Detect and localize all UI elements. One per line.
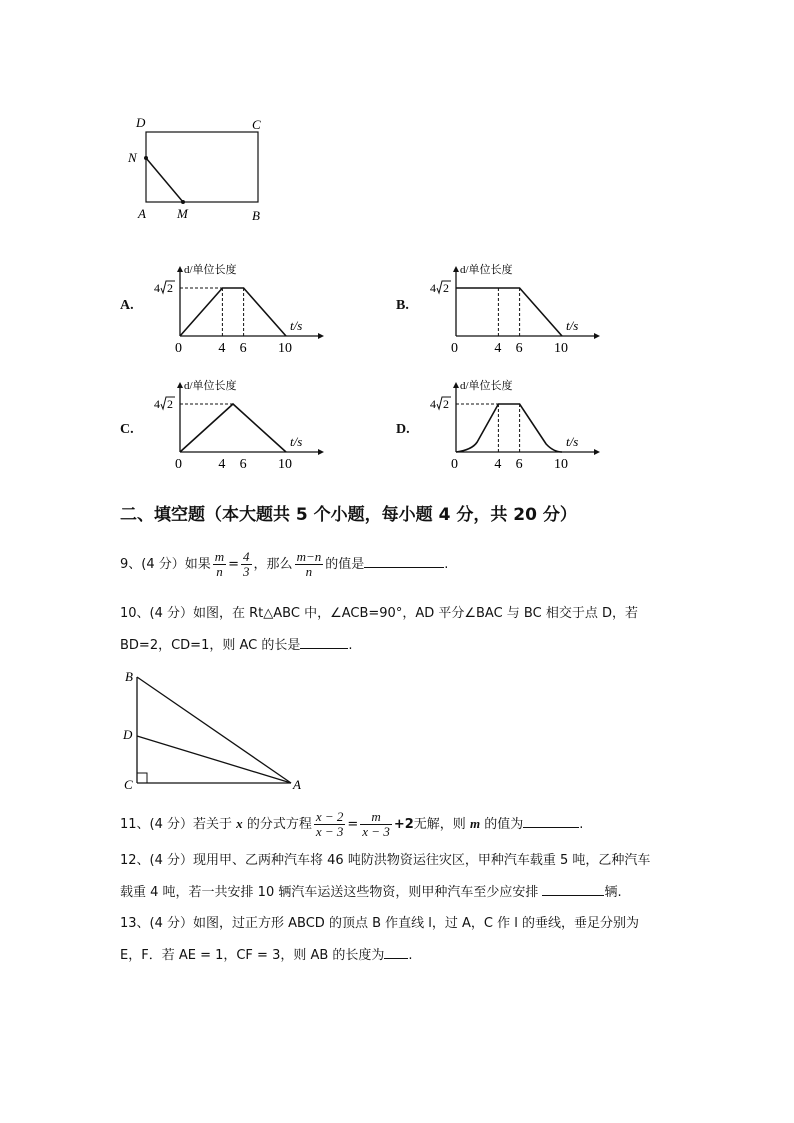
q12-answer-blank[interactable] xyxy=(542,881,604,896)
option-b xyxy=(396,258,596,364)
y-axis-label: d/单位长度 xyxy=(460,380,513,392)
label-n: N xyxy=(128,150,137,165)
q9-f1-num: m xyxy=(214,549,225,564)
x-axis-arrow xyxy=(594,333,600,339)
y-value-radicand: 2 xyxy=(167,281,173,295)
q9-suffix: 的值是 xyxy=(325,557,365,572)
q9-answer-blank[interactable] xyxy=(364,553,444,568)
x-tick-label-10: 10 xyxy=(554,457,568,472)
x-axis-label: t/s xyxy=(290,434,303,449)
x-tick-label-10: 10 xyxy=(554,341,568,356)
tri-label-d: D xyxy=(123,727,133,742)
q11-after: 无解，则 xyxy=(413,817,466,832)
side-ba xyxy=(137,677,291,783)
x-axis-label: t/s xyxy=(566,318,579,333)
option-c-letter: C. xyxy=(120,422,134,437)
q11-answer-blank[interactable] xyxy=(523,813,579,828)
option-d-letter: D. xyxy=(396,422,410,437)
x-tick-label-6: 6 xyxy=(239,457,247,472)
label-b: B xyxy=(252,208,260,223)
y-value-coefficient: 4 xyxy=(430,281,436,295)
question-9 xyxy=(120,550,448,579)
question-10-line2 xyxy=(120,634,353,656)
q12-unit: 辆. xyxy=(604,885,622,900)
q9-prefix: 9、(4 分）如果 xyxy=(120,557,211,572)
tri-label-a: A xyxy=(293,777,301,792)
q12-line2-text: 载重 4 吨，若一共安排 10 辆汽车运送这些物资，则甲种汽车至少应安排 xyxy=(120,885,539,900)
option-a xyxy=(120,258,320,364)
x-tick-label-10: 10 xyxy=(278,341,292,356)
y-value-radicand: 2 xyxy=(167,397,173,411)
x-tick-label-0: 0 xyxy=(451,341,458,356)
question-12-line1: 12、(4 分）现用甲、乙两种汽车将 46 吨防洪物资运往灾区，甲种汽车载重 5 吨，乙种汽车 xyxy=(120,853,651,868)
x-tick-label-0: 0 xyxy=(175,341,182,356)
q9-eq: = xyxy=(228,557,240,572)
q11-mid: 的分式方程 xyxy=(246,817,312,832)
question-10-line1: 10、(4 分）如图，在 Rt△ABC 中，∠ACB=90°，AD 平分∠BAC 与 BC 相交于点 D，若 xyxy=(120,606,638,621)
point-m xyxy=(181,200,185,204)
x-tick-label-6: 6 xyxy=(515,341,523,356)
q11-prefix: 11、(4 分）若关于 xyxy=(120,817,233,832)
q11-fraction-right xyxy=(360,810,392,839)
x-axis-label: t/s xyxy=(566,434,579,449)
q11-var-x: x xyxy=(236,816,243,831)
y-value-coefficient: 4 xyxy=(154,397,160,411)
distance-line xyxy=(180,288,286,336)
question-12-line2 xyxy=(120,881,622,903)
q13-answer-blank[interactable] xyxy=(384,944,408,959)
x-tick-label-4: 4 xyxy=(218,341,226,356)
y-value-radicand: 2 xyxy=(443,397,449,411)
x-axis-label: t/s xyxy=(290,318,303,333)
x-tick-label-0: 0 xyxy=(451,457,458,472)
distance-line xyxy=(180,404,286,452)
y-axis-label: d/单位长度 xyxy=(460,264,513,276)
label-a: A xyxy=(138,206,146,221)
question-13-line2 xyxy=(120,944,413,966)
q9-f1-den: n xyxy=(216,564,223,579)
y-axis-arrow xyxy=(453,382,459,388)
triangle-figure xyxy=(115,665,315,795)
q10-end: . xyxy=(348,638,353,653)
q11-end: . xyxy=(579,817,584,832)
option-a-letter: A. xyxy=(120,298,134,313)
x-tick-label-10: 10 xyxy=(278,457,292,472)
y-axis-arrow xyxy=(453,266,459,272)
q11-suffix: 的值为 xyxy=(484,817,524,832)
q10-answer-blank[interactable] xyxy=(300,634,348,649)
y-value-coefficient: 4 xyxy=(430,397,436,411)
distance-line xyxy=(456,288,562,336)
tri-label-c: C xyxy=(124,777,133,792)
y-value-radicand: 2 xyxy=(443,281,449,295)
q11-f1-den: x − 3 xyxy=(315,824,344,839)
label-c: C xyxy=(252,117,261,132)
q9-fraction-4-3 xyxy=(241,550,252,579)
segment-mn xyxy=(146,158,183,202)
triangle-figure-svg xyxy=(115,665,315,795)
rectangle-figure-svg xyxy=(120,110,280,230)
graph-d xyxy=(426,374,601,480)
q9-f2-num: 4 xyxy=(243,549,250,564)
q9-f3-num: m−n xyxy=(296,549,322,564)
tri-label-b: B xyxy=(125,669,133,684)
y-axis-label: d/单位长度 xyxy=(184,380,237,392)
distance-curve xyxy=(456,404,562,452)
q13-end: . xyxy=(408,948,413,963)
q10-line2-text: BD=2，CD=1，则 AC 的长是 xyxy=(120,638,301,653)
q11-var-m: m xyxy=(469,816,481,831)
q9-f3-den: n xyxy=(305,564,313,579)
option-b-letter: B. xyxy=(396,298,409,313)
question-13-line1: 13、(4 分）如图，过正方形 ABCD 的顶点 B 作直线 l，过 A，C 作 l 的垂线，垂足分别为 xyxy=(120,916,639,931)
graph-a xyxy=(150,258,325,364)
y-value-coefficient: 4 xyxy=(154,281,160,295)
x-axis-arrow xyxy=(318,333,324,339)
label-m: M xyxy=(177,206,188,221)
q11-f1-num: x − 2 xyxy=(315,809,344,824)
y-axis-label: d/单位长度 xyxy=(184,264,237,276)
q9-fraction-m-n xyxy=(213,550,226,579)
bisector-ad xyxy=(137,736,291,783)
x-tick-label-4: 4 xyxy=(494,457,502,472)
x-axis-arrow xyxy=(318,449,324,455)
q9-f2-den: 3 xyxy=(243,564,250,579)
q9-end: . xyxy=(444,557,449,572)
x-axis-arrow xyxy=(594,449,600,455)
q11-f2-num: m xyxy=(360,810,392,825)
point-n xyxy=(144,156,148,160)
rectangle-abcd xyxy=(146,132,258,202)
option-c xyxy=(120,374,320,480)
q13-line2-text: E，F．若 AE = 1，CF = 3，则 AB 的长度为 xyxy=(120,948,385,963)
x-tick-label-4: 4 xyxy=(494,341,502,356)
q11-f2-den: x − 3 xyxy=(362,824,390,839)
x-tick-label-4: 4 xyxy=(218,457,226,472)
q11-plus: +2 xyxy=(393,817,414,832)
q9-fraction-target xyxy=(295,550,324,579)
q9-middle: ，那么 xyxy=(253,557,293,572)
question-11 xyxy=(120,810,583,839)
x-tick-label-6: 6 xyxy=(515,457,523,472)
right-angle-mark xyxy=(137,773,147,783)
graph-c xyxy=(150,374,325,480)
x-tick-label-0: 0 xyxy=(175,457,182,472)
q11-fraction-left xyxy=(314,810,346,839)
q11-eq: = xyxy=(347,817,359,832)
option-d xyxy=(396,374,596,480)
section-heading: 二、填空题（本大题共 5 个小题，每小题 4 分，共 20 分） xyxy=(120,505,577,525)
x-tick-label-6: 6 xyxy=(239,341,247,356)
rectangle-figure xyxy=(120,110,280,230)
y-axis-arrow xyxy=(177,382,183,388)
y-axis-arrow xyxy=(177,266,183,272)
label-d: D xyxy=(136,115,146,130)
graph-b xyxy=(426,258,601,364)
